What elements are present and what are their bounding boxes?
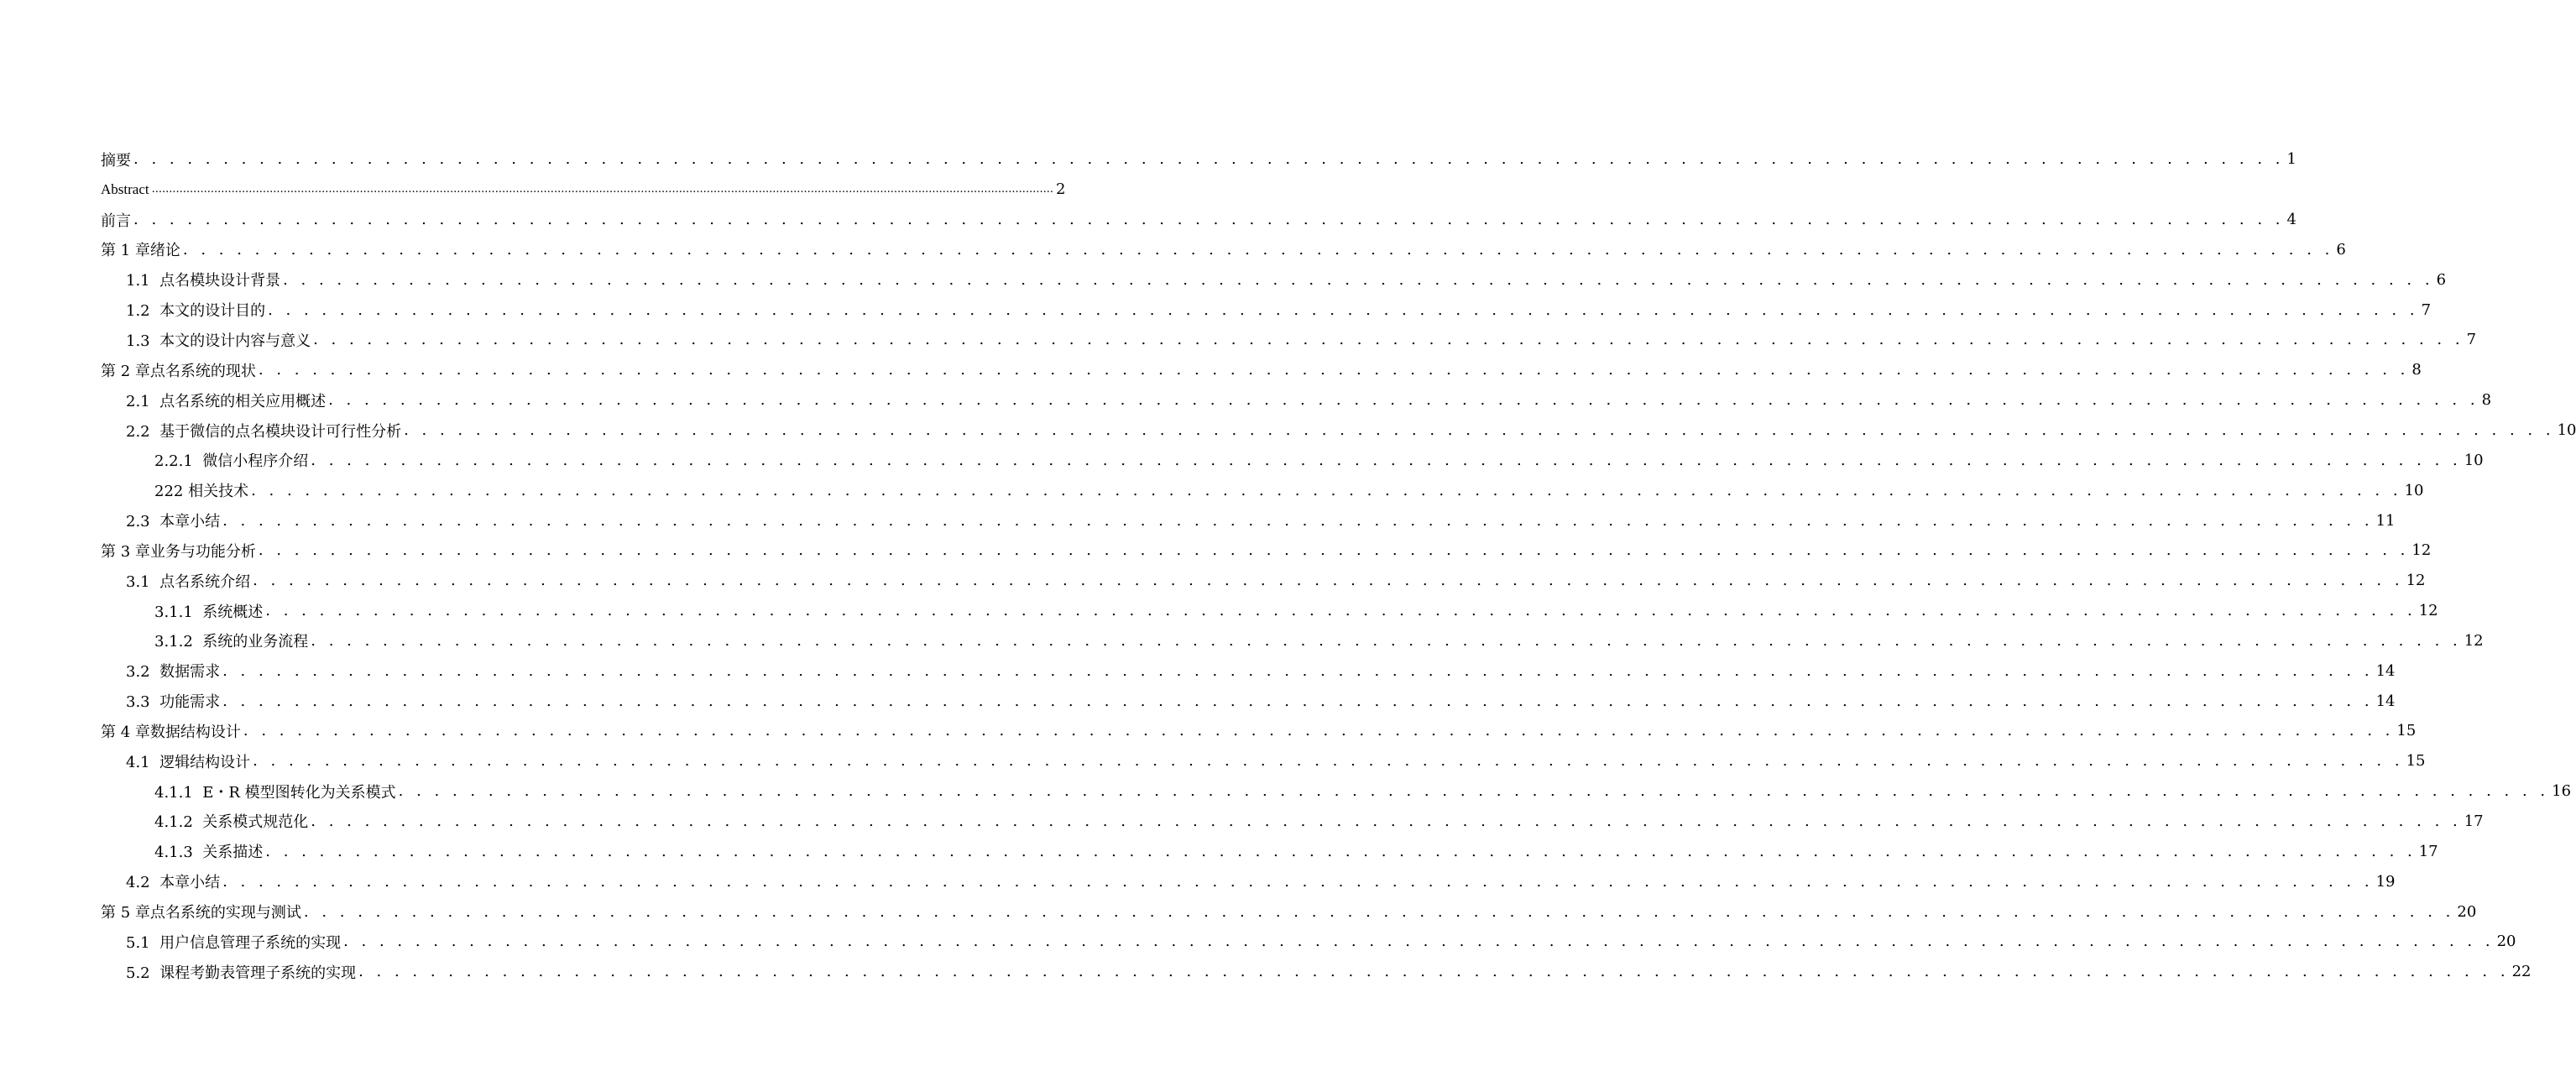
- toc-page-number: 16: [2552, 782, 2572, 801]
- toc-entry-title: 2.2.1 微信小程序介绍: [154, 452, 309, 471]
- toc-dot-leader: . . . . . . . . . . . . . . . . . . . . . . . . . . . . . . . . . . . . . . . . . . . . . . . . . . . . . . . . . . . . . . . . . . . . . . . . . . . . . . . . . . . . . . . . . . . . . . . . . . . . . . . . . . . . . . . . . . . . . . . .: [182, 240, 2334, 259]
- toc-entry-title: 第 2 章点名系统的现状: [101, 362, 256, 380]
- toc-page-number: 7: [2466, 331, 2477, 349]
- toc-entry[interactable]: [0, 295, 2432, 325]
- toc-entry-title: 第 5 章点名系统的实现与测试: [101, 904, 301, 922]
- toc-page-number: 10: [2557, 421, 2576, 440]
- toc-entry[interactable]: [0, 415, 2576, 446]
- toc-page-number: 22: [2511, 963, 2532, 981]
- toc-entry[interactable]: [0, 235, 2346, 265]
- toc-entry[interactable]: [0, 957, 2532, 987]
- toc-dot-leader: . . . . . . . . . . . . . . . . . . . . . . . . . . . . . . . . . . . . . . . . . . . . . . . . . . . . . . . . . . . . . . . . . . . . . . . . . . . . . . . . . . . . . . . . . . . . . . . . . . . . . . . . . . . . . . . . . . . . . . . .: [268, 300, 2419, 319]
- toc-dot-leader: . . . . . . . . . . . . . . . . . . . . . . . . . . . . . . . . . . . . . . . . . . . . . . . . . . . . . . . . . . . . . . . . . . . . . . . . . . . . . . . . . . . . . . . . . . . . . . . . . . . . . . . . . . . . . . . . . . . . . . . .: [222, 661, 2374, 680]
- toc-page-number: 15: [2396, 722, 2417, 740]
- toc-entry-title: 5.1 用户信息管理子系统的实现: [126, 933, 342, 952]
- toc-entry-title: 4.1.3 关系描述: [154, 844, 264, 862]
- toc-dot-leader: . . . . . . . . . . . . . . . . . . . . . . . . . . . . . . . . . . . . . . . . . . . . . . . . . . . . . . . . . . . . . . . . . . . . . . . . . . . . . . . . . . . . . . . . . . . . . . . . . . . . . . . . . . . . . . . . . . . . . . . .: [265, 842, 2417, 860]
- toc-entry[interactable]: [0, 807, 2484, 837]
- toc-page-number: 17: [2418, 842, 2438, 860]
- toc-page-number: 17: [2464, 812, 2484, 830]
- toc-page-number: 8: [2411, 361, 2422, 379]
- toc-entry-title: 前言: [101, 212, 131, 230]
- table-of-contents: [0, 144, 2576, 987]
- toc-entry[interactable]: [0, 175, 1066, 205]
- toc-page-number: 15: [2406, 752, 2426, 771]
- toc-dot-leader: . . . . . . . . . . . . . . . . . . . . . . . . . . . . . . . . . . . . . . . . . . . . . . . . . . . . . . . . . . . . . . . . . . . . . . . . . . . . . . . . . . . . . . . . . . . . . . . . . . . . . . . . . . . . . . . . . . . . . . . .: [222, 872, 2374, 891]
- toc-dot-leader: . . . . . . . . . . . . . . . . . . . . . . . . . . . . . . . . . . . . . . . . . . . . . . . . . . . . . . . . . . . . . . . . . . . . . . . . . . . . . . . . . . . . . . . . . . . . . . . . . . . . . . . . . . . . . . . . . . . . . . . .: [243, 722, 2395, 740]
- toc-entry[interactable]: [0, 746, 2426, 776]
- toc-entry-title: Abstract: [101, 180, 149, 197]
- toc-page-number: 8: [2481, 391, 2492, 410]
- toc-entry[interactable]: [0, 475, 2424, 505]
- toc-entry-title: 3.3 功能需求: [126, 693, 221, 712]
- toc-page-number: 10: [2464, 451, 2484, 469]
- toc-page-number: 12: [2411, 541, 2432, 560]
- toc-page-number: 1: [2286, 150, 2296, 169]
- toc-entry-title: 4.1.2 关系模式规范化: [154, 813, 309, 832]
- toc-entry[interactable]: [0, 596, 2438, 626]
- toc-page-number: 6: [2436, 270, 2447, 289]
- toc-entry-title: 4.2 本章小结: [126, 874, 221, 892]
- toc-page-number: 12: [2464, 631, 2484, 650]
- toc-entry[interactable]: [0, 505, 2396, 536]
- toc-entry[interactable]: [0, 776, 2572, 807]
- toc-dot-leader: . . . . . . . . . . . . . . . . . . . . . . . . . . . . . . . . . . . . . . . . . . . . . . . . . . . . . . . . . . . . . . . . . . . . . . . . . . . . . . . . . . . . . . . . . . . . . . . . . . . . . . . . . . . . . . . . . . . . . . . .: [265, 602, 2417, 620]
- toc-entry-title: 1.1 点名模块设计背景: [126, 272, 281, 290]
- toc-dot-leader: . . . . . . . . . . . . . . . . . . . . . . . . . . . . . . . . . . . . . . . . . . . . . . . . . . . . . . . . . . . . . . . . . . . . . . . . . . . . . . . . . . . . . . . . . . . . . . . . . . . . . . . . . . . . . . . . . . . . . . . .: [311, 631, 2462, 650]
- toc-dot-leader: . . . . . . . . . . . . . . . . . . . . . . . . . . . . . . . . . . . . . . . . . . . . . . . . . . . . . . . . . . . . . . . . . . . . . . . . . . . . . . . . . . . . . . . . . . . . . . . . . . . . . . . . . . . . . . . . . . . . . . . .: [222, 511, 2374, 530]
- toc-entry[interactable]: [0, 325, 2477, 355]
- toc-dot-leader: . . . . . . . . . . . . . . . . . . . . . . . . . . . . . . . . . . . . . . . . . . . . . . . . . . . . . . . . . . . . . . . . . . . . . . . . . . . . . . . . . . . . . . . . . . . . . . . . . . . . . . . . . . . . . . . . . . . . . . . .: [133, 211, 2285, 229]
- toc-page-number: 7: [2421, 300, 2432, 319]
- toc-page-number: 14: [2375, 661, 2396, 680]
- toc-entry-title: 第 3 章业务与功能分析: [101, 542, 256, 561]
- toc-page-number: 20: [2496, 933, 2516, 951]
- toc-entry-title: 第 4 章数据结构设计: [101, 723, 241, 741]
- toc-dot-leader: . . . . . . . . . . . . . . . . . . . . . . . . . . . . . . . . . . . . . . . . . . . . . . . . . . . . . . . . . . . . . . . . . . . . . . . . . . . . . . . . . . . . . . . . . . . . . . . . . . . . . . . . . . . . . . . . . . . . . . . .: [251, 481, 2402, 499]
- toc-entry[interactable]: [0, 656, 2396, 686]
- toc-dot-leader: . . . . . . . . . . . . . . . . . . . . . . . . . . . . . . . . . . . . . . . . . . . . . . . . . . . . . . . . . . . . . . . . . . . . . . . . . . . . . . . . . . . . . . . . . . . . . . . . . . . . . . . . . . . . . . . . . . . . . . . .: [311, 451, 2462, 469]
- toc-entry[interactable]: [0, 264, 2447, 295]
- toc-page-number: 12: [2418, 602, 2438, 620]
- toc-dot-leader: . . . . . . . . . . . . . . . . . . . . . . . . . . . . . . . . . . . . . . . . . . . . . . . . . . . . . . . . . . . . . . . . . . . . . . . . . . . . . . . . . . . . . . . . . . . . . . . . . . . . . . . . . . . . . . . . . . . . . . . .: [283, 270, 2434, 289]
- toc-entry-title: 1.2 本文的设计目的: [126, 302, 266, 321]
- toc-page-number: 2: [1056, 180, 1066, 199]
- toc-entry-title: 2.3 本章小结: [126, 513, 221, 531]
- toc-entry-title: 4.1 逻辑结构设计: [126, 753, 251, 771]
- toc-dot-leader: . . . . . . . . . . . . . . . . . . . . . . . . . . . . . . . . . . . . . . . . . . . . . . . . . . . . . . . . . . . . . . . . . . . . . . . . . . . . . . . . . . . . . . . . . . . . . . . . . . . . . . . . . . . . . . . . . . . . . . . .: [258, 541, 2410, 560]
- toc-dot-leader: ....................................................................................................................................................................................................................................................................: [151, 183, 1053, 196]
- toc-dot-leader: . . . . . . . . . . . . . . . . . . . . . . . . . . . . . . . . . . . . . . . . . . . . . . . . . . . . . . . . . . . . . . . . . . . . . . . . . . . . . . . . . . . . . . . . . . . . . . . . . . . . . . . . . . . . . . . . . . . . . . . .: [404, 421, 2555, 440]
- toc-dot-leader: . . . . . . . . . . . . . . . . . . . . . . . . . . . . . . . . . . . . . . . . . . . . . . . . . . . . . . . . . . . . . . . . . . . . . . . . . . . . . . . . . . . . . . . . . . . . . . . . . . . . . . . . . . . . . . . . . . . . . . . .: [303, 902, 2455, 921]
- toc-dot-leader: . . . . . . . . . . . . . . . . . . . . . . . . . . . . . . . . . . . . . . . . . . . . . . . . . . . . . . . . . . . . . . . . . . . . . . . . . . . . . . . . . . . . . . . . . . . . . . . . . . . . . . . . . . . . . . . . . . . . . . . .: [398, 782, 2550, 801]
- toc-entry-title: 2.2 基于微信的点名模块设计可行性分析: [126, 422, 402, 441]
- toc-entry[interactable]: [0, 385, 2492, 415]
- toc-entry[interactable]: [0, 205, 2296, 235]
- toc-page-number: 11: [2375, 511, 2396, 530]
- toc-dot-leader: . . . . . . . . . . . . . . . . . . . . . . . . . . . . . . . . . . . . . . . . . . . . . . . . . . . . . . . . . . . . . . . . . . . . . . . . . . . . . . . . . . . . . . . . . . . . . . . . . . . . . . . . . . . . . . . . . . . . . . . .: [253, 752, 2404, 771]
- toc-entry-title: 3.2 数据需求: [126, 663, 221, 682]
- toc-entry-title: 2.1 点名系统的相关应用概述: [126, 392, 327, 410]
- toc-entry[interactable]: [0, 445, 2484, 475]
- toc-entry[interactable]: [0, 536, 2432, 566]
- toc-entry[interactable]: [0, 566, 2426, 596]
- toc-entry[interactable]: [0, 896, 2477, 927]
- toc-page-number: 10: [2404, 481, 2424, 499]
- toc-entry[interactable]: [0, 866, 2396, 896]
- toc-entry-title: 222 相关技术: [154, 483, 249, 501]
- toc-entry[interactable]: [0, 144, 2296, 175]
- toc-entry-title: 3.1.1 系统概述: [154, 603, 264, 621]
- toc-page-number: 20: [2457, 902, 2477, 921]
- toc-dot-leader: . . . . . . . . . . . . . . . . . . . . . . . . . . . . . . . . . . . . . . . . . . . . . . . . . . . . . . . . . . . . . . . . . . . . . . . . . . . . . . . . . . . . . . . . . . . . . . . . . . . . . . . . . . . . . . . . . . . . . . . .: [343, 933, 2495, 951]
- toc-entry-title: 5.2 课程考勤表管理子系统的实现: [126, 964, 357, 982]
- toc-dot-leader: . . . . . . . . . . . . . . . . . . . . . . . . . . . . . . . . . . . . . . . . . . . . . . . . . . . . . . . . . . . . . . . . . . . . . . . . . . . . . . . . . . . . . . . . . . . . . . . . . . . . . . . . . . . . . . . . . . . . . . . .: [253, 572, 2404, 590]
- toc-entry-title: 4.1.1 E・R 模型图转化为关系模式: [154, 783, 396, 802]
- toc-page-number: 4: [2286, 211, 2296, 229]
- toc-entry[interactable]: [0, 836, 2438, 866]
- toc-dot-leader: . . . . . . . . . . . . . . . . . . . . . . . . . . . . . . . . . . . . . . . . . . . . . . . . . . . . . . . . . . . . . . . . . . . . . . . . . . . . . . . . . . . . . . . . . . . . . . . . . . . . . . . . . . . . . . . . . . . . . . . .: [222, 692, 2374, 710]
- toc-entry[interactable]: [0, 626, 2484, 656]
- toc-dot-leader: . . . . . . . . . . . . . . . . . . . . . . . . . . . . . . . . . . . . . . . . . . . . . . . . . . . . . . . . . . . . . . . . . . . . . . . . . . . . . . . . . . . . . . . . . . . . . . . . . . . . . . . . . . . . . . . . . . . . . . . .: [258, 361, 2410, 379]
- toc-entry[interactable]: [0, 686, 2396, 716]
- toc-entry[interactable]: [0, 927, 2516, 957]
- toc-entry-title: 3.1 点名系统介绍: [126, 572, 251, 591]
- toc-page-number: 14: [2375, 692, 2396, 710]
- toc-dot-leader: . . . . . . . . . . . . . . . . . . . . . . . . . . . . . . . . . . . . . . . . . . . . . . . . . . . . . . . . . . . . . . . . . . . . . . . . . . . . . . . . . . . . . . . . . . . . . . . . . . . . . . . . . . . . . . . . . . . . . . . .: [133, 150, 2285, 169]
- toc-entry-title: 第 1 章绪论: [101, 242, 180, 260]
- toc-entry-title: 1.3 本文的设计内容与意义: [126, 332, 311, 350]
- toc-entry-title: 摘要: [101, 151, 131, 170]
- toc-entry-title: 3.1.2 系统的业务流程: [154, 633, 309, 651]
- toc-page-number: 12: [2406, 572, 2426, 590]
- toc-dot-leader: . . . . . . . . . . . . . . . . . . . . . . . . . . . . . . . . . . . . . . . . . . . . . . . . . . . . . . . . . . . . . . . . . . . . . . . . . . . . . . . . . . . . . . . . . . . . . . . . . . . . . . . . . . . . . . . . . . . . . . . .: [358, 963, 2510, 981]
- toc-dot-leader: . . . . . . . . . . . . . . . . . . . . . . . . . . . . . . . . . . . . . . . . . . . . . . . . . . . . . . . . . . . . . . . . . . . . . . . . . . . . . . . . . . . . . . . . . . . . . . . . . . . . . . . . . . . . . . . . . . . . . . . .: [313, 331, 2464, 349]
- toc-entry[interactable]: [0, 716, 2417, 746]
- toc-dot-leader: . . . . . . . . . . . . . . . . . . . . . . . . . . . . . . . . . . . . . . . . . . . . . . . . . . . . . . . . . . . . . . . . . . . . . . . . . . . . . . . . . . . . . . . . . . . . . . . . . . . . . . . . . . . . . . . . . . . . . . . .: [328, 391, 2479, 410]
- toc-dot-leader: . . . . . . . . . . . . . . . . . . . . . . . . . . . . . . . . . . . . . . . . . . . . . . . . . . . . . . . . . . . . . . . . . . . . . . . . . . . . . . . . . . . . . . . . . . . . . . . . . . . . . . . . . . . . . . . . . . . . . . . .: [311, 812, 2462, 830]
- toc-page-number: 19: [2375, 872, 2396, 891]
- toc-entry[interactable]: [0, 355, 2422, 385]
- toc-page-number: 6: [2336, 240, 2346, 259]
